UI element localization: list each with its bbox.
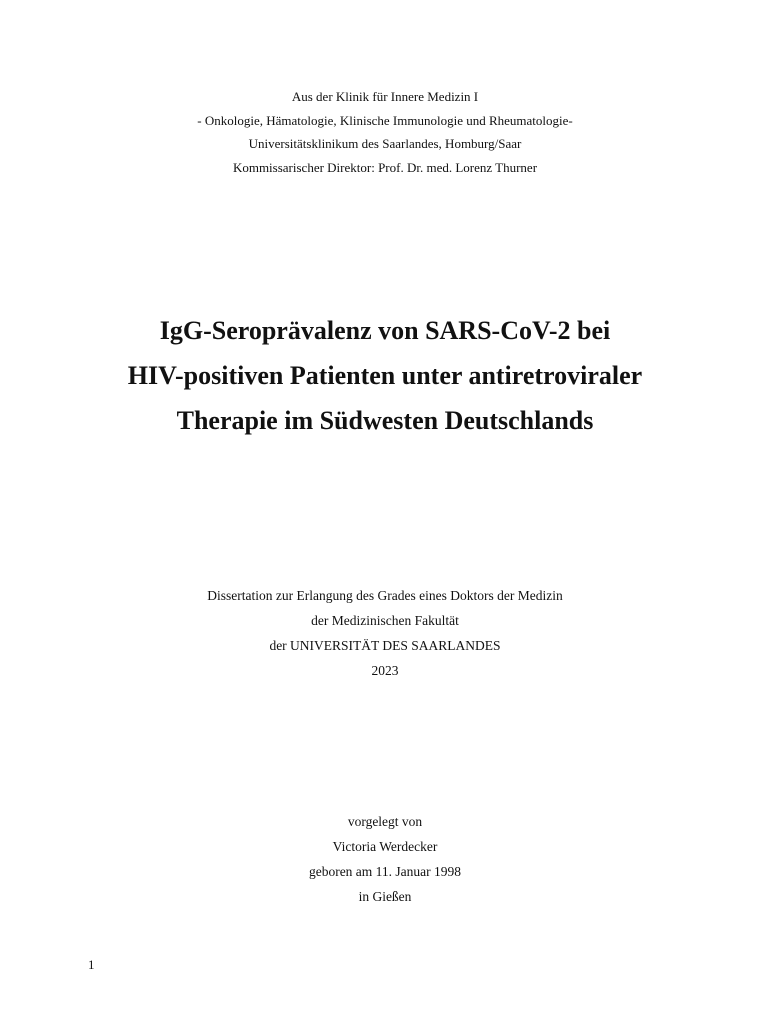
title-line-1: IgG-Seroprävalenz von SARS-CoV-2 bei — [159, 316, 611, 345]
degree-line-purpose: Dissertation zur Erlangung des Grades eines Doktors der Medizin — [207, 588, 563, 603]
page-number: 1 — [88, 957, 95, 972]
title-line-3: Therapie im Südwesten Deutschlands — [176, 406, 594, 435]
header-line-clinic: Aus der Klinik für Innere Medizin I — [291, 89, 479, 104]
title-line-2: HIV-positiven Patienten unter antiretroviraler — [127, 361, 643, 390]
author-block — [0, 809, 770, 909]
degree-line-faculty: der Medizinischen Fakultät — [311, 613, 459, 628]
degree-line-university: der UNIVERSITÄT DES SAARLANDES — [269, 638, 501, 653]
header-line-university-hospital: Universitätsklinikum des Saarlandes, Homburg/Saar — [248, 136, 522, 151]
degree-statement — [0, 583, 770, 683]
degree-line-year: 2023 — [371, 663, 399, 678]
institution-header — [0, 85, 770, 179]
author-birth-place: in Gießen — [358, 889, 412, 904]
author-line-presented-by: vorgelegt von — [347, 814, 423, 829]
header-line-director: Kommissarischer Direktor: Prof. Dr. med. Lorenz Thurner — [232, 159, 538, 175]
author-name: Victoria Werdecker — [332, 839, 438, 854]
dissertation-title — [0, 308, 770, 443]
author-birth-date: geboren am 11. Januar 1998 — [308, 864, 462, 879]
header-line-departments: - Onkologie, Hämatologie, Klinische Immunologie und Rheumatologie- — [197, 112, 573, 128]
